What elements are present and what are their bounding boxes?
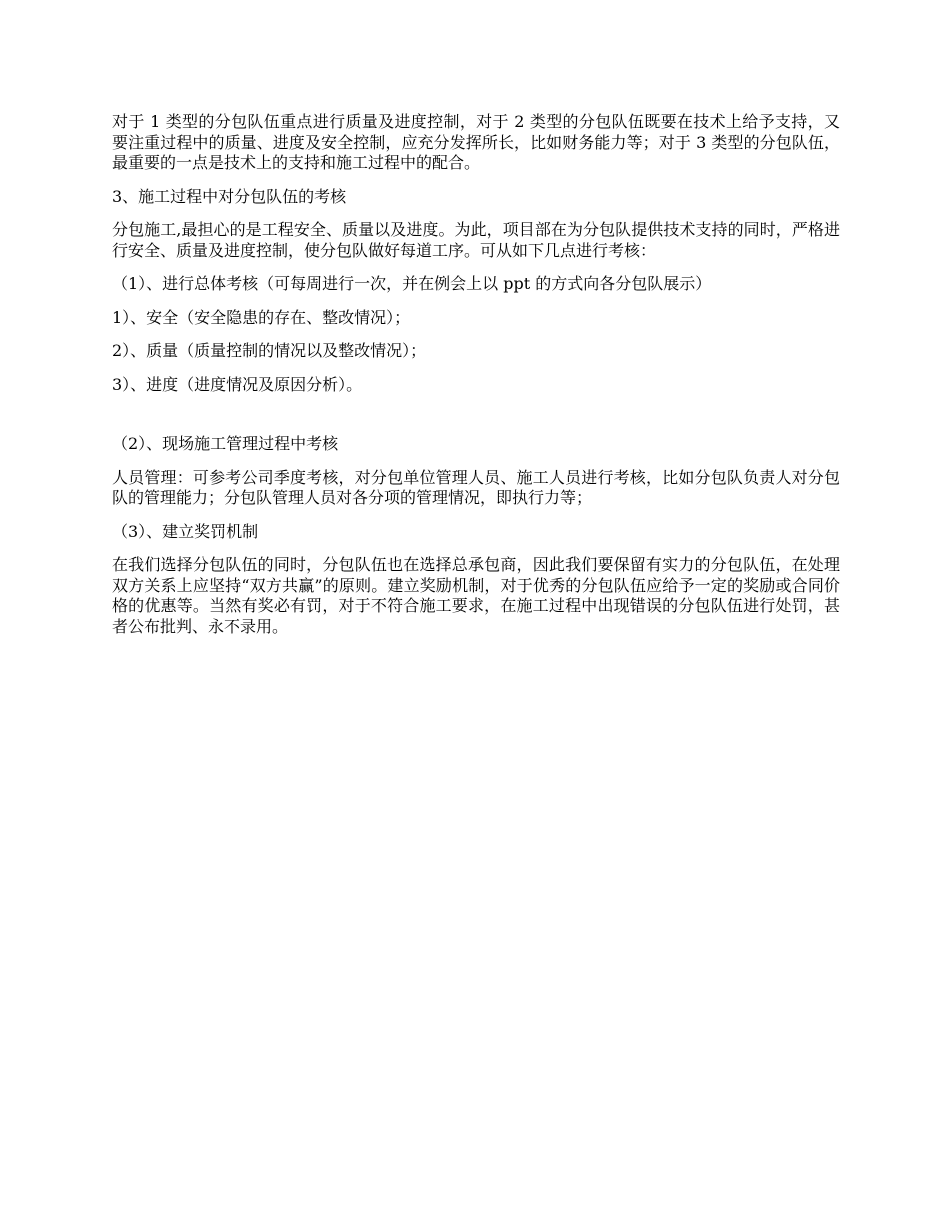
- section-heading-assessment: 3、施工过程中对分包队伍的考核: [112, 186, 347, 206]
- paragraph-subcontractor-control: 对于 1 类型的分包队伍重点进行质量及进度控制，对于 2 类型的分包队伍既要在技术上给予支持，又要注重过程中的质量、进度及安全控制，应充分发挥所长，比如财务能力等；对于 3 类型的分包队伍，最重要的一点是技术上的支持和施工过程中的配合。: [112, 112, 840, 172]
- list-item-safety: 1）、安全（安全隐患的存在、整改情况）；: [112, 307, 411, 327]
- list-item-progress: 3）、进度（进度情况及原因分析）。: [112, 374, 363, 394]
- subheading-onsite-assessment: （2）、现场施工管理过程中考核: [112, 434, 339, 453]
- subheading-reward-penalty: （3）、建立奖罚机制: [112, 521, 259, 541]
- paragraph-reward-penalty: 在我们选择分包队伍的同时，分包队伍也在选择总承包商，因此我们要保留有实力的分包队伍，在处理双方关系上应坚持“双方共赢”的原则。建立奖励机制，对于优秀的分包队伍应给予一定的奖励或合同价格的优惠等。当然有奖必有罚，对于不符合施工要求，在施工过程中出现错误的分包队伍进行处罚，甚者公布批判、永不录用。: [112, 555, 840, 636]
- subheading-overall-assessment: （1）、进行总体考核（可每周进行一次，并在例会上以 ppt 的方式向各分包队展示）: [112, 274, 712, 293]
- list-item-quality: 2）、质量（质量控制的情况以及整改情况）；: [112, 341, 427, 360]
- paragraph-assessment-intro: 分包施工,最担心的是工程安全、质量以及进度。为此，项目部在为分包队提供技术支持的同时，严格进行安全、质量及进度控制，使分包队做好每道工序。可从如下几点进行考核：: [112, 220, 840, 260]
- paragraph-personnel-management: 人员管理：可参考公司季度考核，对分包单位管理人员、施工人员进行考核，比如分包队负责人对分包队的管理能力；分包队管理人员对各分项的管理情况，即执行力等；: [112, 467, 840, 507]
- blank-line: [112, 408, 840, 434]
- document-page: [112, 112, 840, 650]
